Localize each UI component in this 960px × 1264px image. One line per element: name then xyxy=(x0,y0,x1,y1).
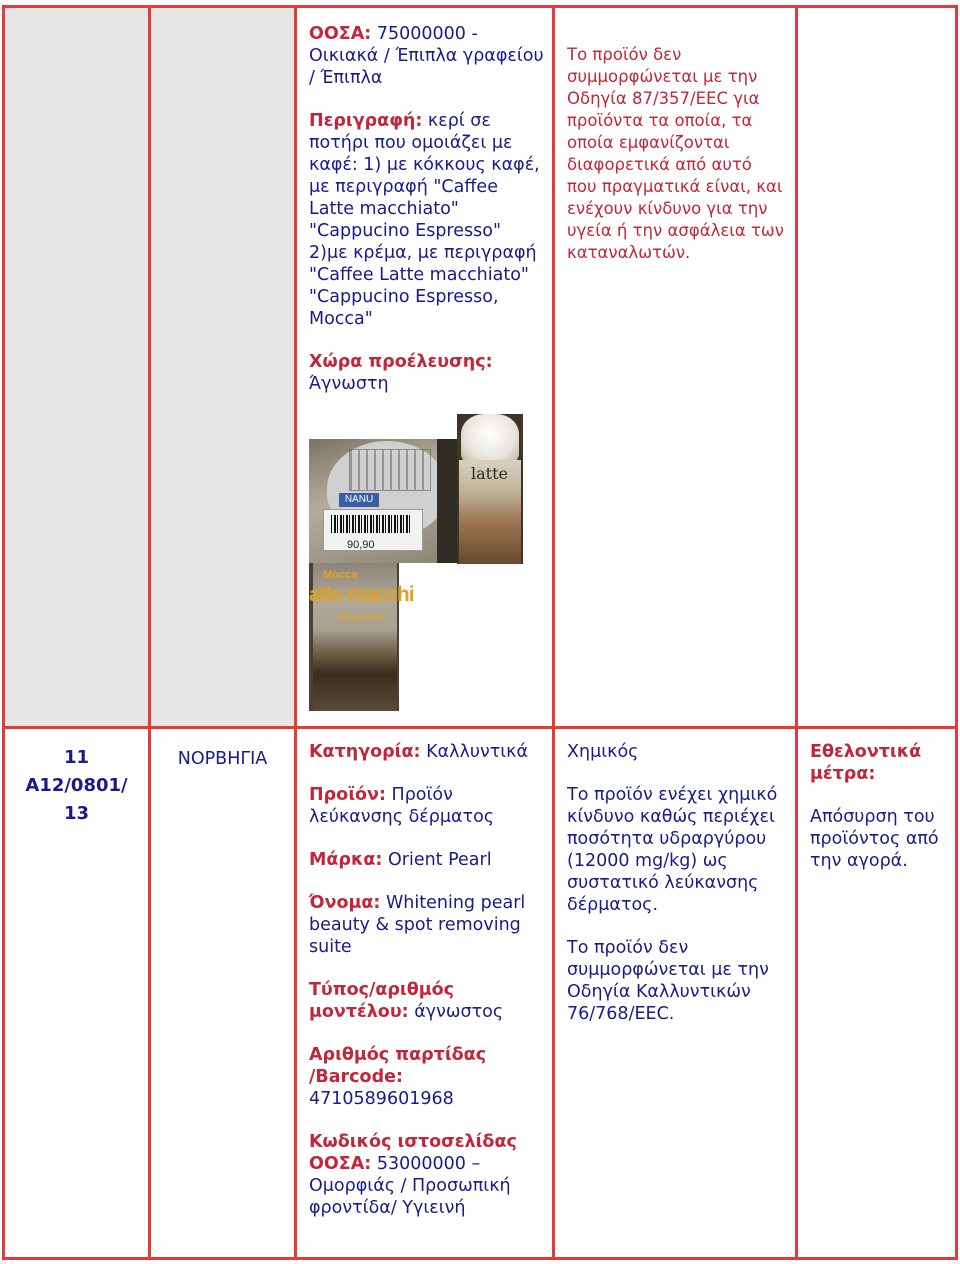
model-value: άγνωστος xyxy=(408,1002,504,1022)
oosa-value: 75000000 - Οικιακά / Έπιπλα γραφείου / Έπιπλα xyxy=(309,24,544,88)
site-code xyxy=(309,1131,545,1219)
row2-country xyxy=(151,748,294,770)
measures-value: Απόσυρση του προϊόντος από την αγορά. xyxy=(810,807,939,871)
product-label: Προϊόν: xyxy=(309,785,386,805)
reference-code: A12/0801/ xyxy=(25,775,128,796)
risk-description-text: Το προϊόν δεν συμμορφώνεται με την Οδηγία 87/357/ΕΕC για προϊόντα τα οποία, τα οποία εμφανίζονται διαφορετικά από αυτό που πραγματικά είναι, και ενέχουν κίνδυνο για την υγεία ή την ασφάλεια των καταναλωτών. xyxy=(567,45,784,262)
photo-mocca-text: Mocca xyxy=(323,569,358,581)
name-label: Όνομα: xyxy=(309,893,381,913)
table-border xyxy=(955,5,958,1260)
product xyxy=(309,784,545,828)
batch-value: 4710589601968 xyxy=(309,1089,454,1109)
table-border xyxy=(552,5,555,1260)
risk-compliance: Το προϊόν δεν συμμορφώνεται με την Οδηγία Καλλυντικών 76/768/ΕΕC. xyxy=(567,938,769,1024)
origin-value: Άγνωστη xyxy=(309,374,389,394)
product-photo-label xyxy=(309,439,457,563)
site-value: 53000000 – Ομορφιάς / Προσωπική φροντίδα/ Υγιεινή xyxy=(309,1154,511,1218)
model xyxy=(309,979,545,1023)
table-border xyxy=(2,5,958,8)
country-of-origin xyxy=(309,351,545,395)
risk-description: Το προϊόν ενέχει χημικό κίνδυνο καθώς περιέχει ποσότητα υδραργύρου (12000 mg/kg) ως συστατικό λεύκανσης δέρματος. xyxy=(567,785,778,915)
oosa-label: ΟΟΣΑ: xyxy=(309,24,372,44)
reference-suffix: 13 xyxy=(63,803,90,824)
site-label: Κωδικός ιστοσελίδας ΟΟΣΑ: xyxy=(309,1132,517,1174)
row1-product-details xyxy=(309,23,545,416)
row2-risk xyxy=(567,741,785,1046)
batch-label: Αριθμός παρτίδας /Barcode: xyxy=(309,1045,487,1087)
brand-value: Orient Pearl xyxy=(382,850,492,870)
photo-espresso-text: Espresso xyxy=(339,611,385,623)
brand-label: Μάρκα: xyxy=(309,850,383,870)
row1-risk-description xyxy=(567,44,785,264)
photo-price-text: 90,90 xyxy=(347,539,375,551)
category-label: Κατηγορία: xyxy=(309,742,421,762)
origin-label: Χώρα προέλευσης: xyxy=(309,352,493,372)
description-label: Περιγραφή: xyxy=(309,111,423,131)
description xyxy=(309,110,545,330)
photo-latte-text: latte xyxy=(471,464,508,483)
table-border xyxy=(795,5,798,1260)
product-photo-mocca-glass xyxy=(309,563,414,711)
row2-product-details xyxy=(309,741,545,1240)
oosa-code xyxy=(309,23,545,89)
table-border xyxy=(2,726,958,729)
name-value: Whitening pearl beauty & spot removing suite xyxy=(309,893,526,957)
table-border xyxy=(294,5,297,1260)
model-label: Τύπος/αριθμός μοντέλου: xyxy=(309,980,455,1022)
batch-barcode xyxy=(309,1044,545,1110)
row2-reference xyxy=(5,744,148,828)
row1-shaded-cell xyxy=(5,8,148,726)
table-border xyxy=(2,5,5,1260)
product-name xyxy=(309,892,545,958)
row2-measures xyxy=(810,741,950,893)
table-border xyxy=(2,1257,958,1260)
country-name: ΝΟΡΒΗΓΙΑ xyxy=(177,749,268,769)
category-value: Καλλυντικά xyxy=(420,742,529,762)
category xyxy=(309,741,545,763)
product-value: Προϊόν λεύκανσης δέρματος xyxy=(309,785,495,827)
photo-macchiato-text: atte macchi xyxy=(309,583,414,606)
photo-label-text: NANU xyxy=(339,493,379,507)
risk-type: Χημικός xyxy=(567,742,639,762)
description-value: κερί σε ποτήρι που ομοιάζει με καφέ: 1) με κόκκους καφέ, με περιγραφή "Caffee Latte macchiato" "Cappucino Espresso" 2)με κρέμα, με περιγραφή "Caffee Latte macchiato" "Cappucino Espresso, Mocca" xyxy=(309,111,540,329)
table-border xyxy=(148,5,151,1260)
reference-number: 11 xyxy=(63,747,90,768)
measures-label: Εθελοντικά μέτρα: xyxy=(810,742,922,784)
product-photo-latte-glass xyxy=(457,414,523,564)
brand xyxy=(309,849,545,871)
row1-shaded-cell xyxy=(151,8,294,726)
